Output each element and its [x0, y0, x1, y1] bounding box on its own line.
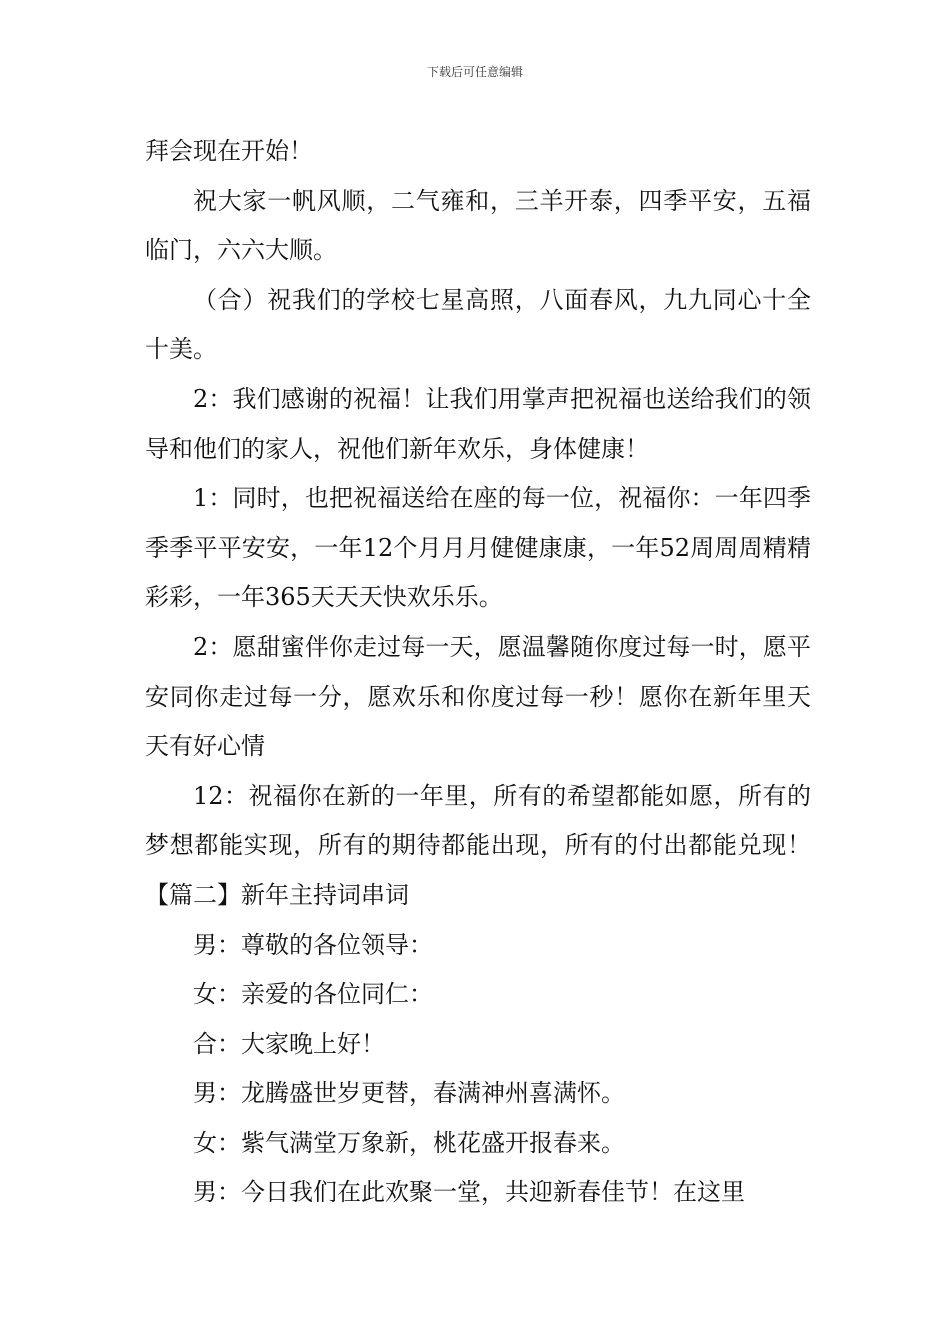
paragraph: 男：龙腾盛世岁更替，春满神州喜满怀。: [193, 1079, 625, 1108]
paragraph: 拜会现在开始！: [145, 137, 313, 165]
paragraph: 女：亲爱的各位同仁：: [193, 980, 433, 1009]
paragraph: 女：紫气满堂万象新，桃花盛开报春来。: [193, 1128, 625, 1157]
paragraph: 1：同时，也把祝福送给在座的每一位，祝福你：一年四季季季平平安安，一年12个月月月健健康康，一年52周周周精精彩彩，一年365天天天快欢乐乐。: [145, 484, 811, 612]
paragraph: 2：我们感谢的祝福！让我们用掌声把祝福也送给我们的领导和他们的家人，祝他们新年欢乐，身体健康！: [145, 384, 811, 463]
paragraph: 2：愿甜蜜伴你走过每一天，愿温馨随你度过每一时，愿平安同你走过每一分，愿欢乐和你度过每一秒！愿你在新年里天天有好心情: [145, 632, 811, 761]
paragraph: 男：今日我们在此欢聚一堂，共迎新春佳节！在这里: [193, 1178, 745, 1207]
document-body: [145, 127, 811, 1218]
paragraph: （合）祝我们的学校七星高照，八面春风，九九同心十全十美。: [145, 285, 811, 364]
paragraph: 合：大家晚上好！: [193, 1029, 385, 1058]
paragraph: 12：祝福你在新的一年里，所有的希望都能如愿，所有的梦想都能实现，所有的期待都能出现，所有的付出都能兑现！【篇二】新年主持词串词: [145, 781, 811, 909]
header-note: 下载后可任意编辑: [426, 65, 523, 79]
paragraph: 男：尊敬的各位领导：: [193, 930, 433, 959]
paragraph: 祝大家一帆风顺，二气雍和，三羊开泰，四季平安，五福临门，六六大顺。: [145, 186, 811, 265]
